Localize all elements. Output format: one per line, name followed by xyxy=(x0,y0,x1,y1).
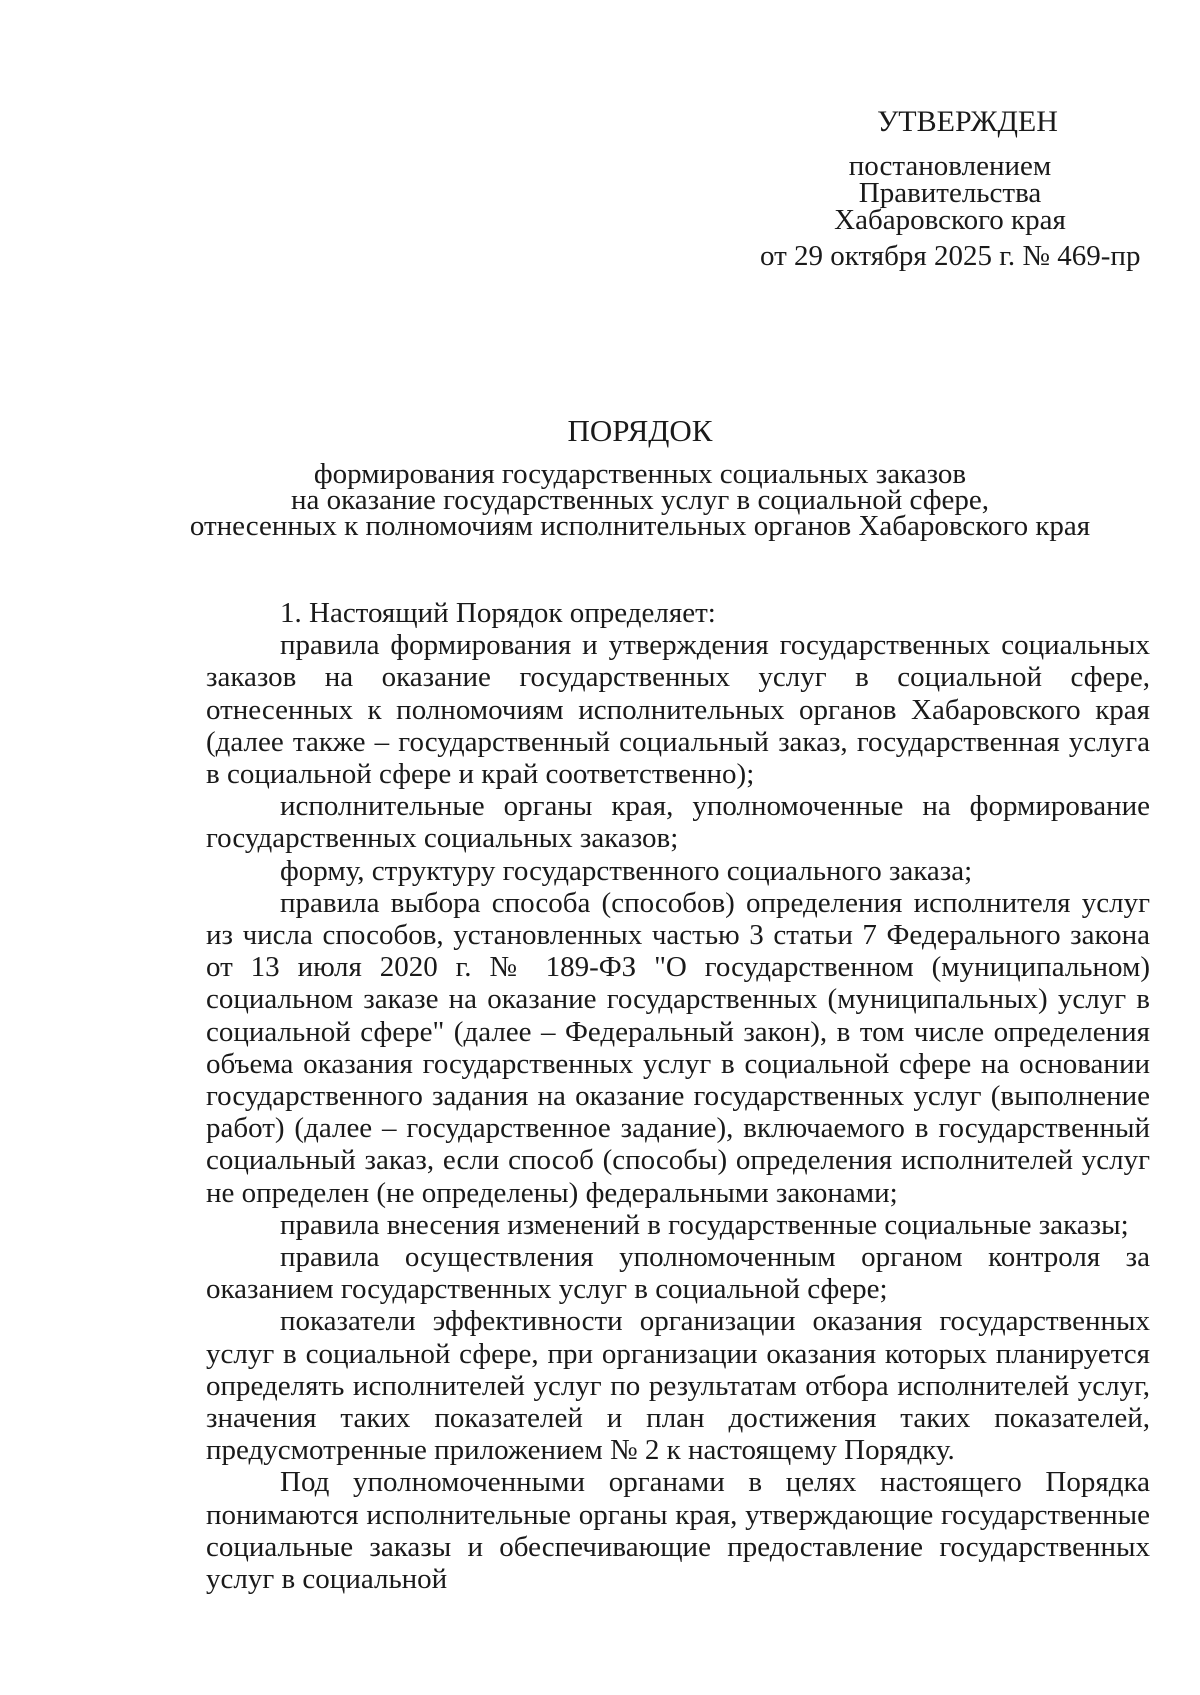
document-subtitle-line: отнесенных к полномочиям исполнительных органов Хабаровского края xyxy=(189,510,1091,542)
paragraph: показатели эффективности организации оказания государственных услуг в социальной сфере, при организации оказания которых планируется определять исполнителей услуг по результатам отбора исполнителей услуг, значения таких показателей и план достижения таких показателей, предусмотренные приложением № 2 к настоящему Порядку. xyxy=(206,1305,1150,1467)
paragraph: правила внесения изменений в государственные социальные заказы; xyxy=(280,1208,1129,1241)
approval-line-2: Правительства xyxy=(858,177,1042,209)
paragraph: Под уполномоченными органами в целях настоящего Порядка понимаются исполнительные органы края, утверждающие государственные социальные заказы и обеспечивающие предоставление государственных услуг в социальной xyxy=(206,1466,1150,1596)
paragraph: 1. Настоящий Порядок определяет: xyxy=(280,597,716,629)
document-heading: ПОРЯДОК xyxy=(567,413,713,448)
paragraph: правила выбора способа (способов) определения исполнителя услуг из числа способов, установленных частью 3 статьи 7 Федерального закона от 13 июля 2020 г. № 189-ФЗ "О государственном (муниципальном) социальном заказе на оказание государственных (муниципальных) услуг в социальной сфере" (далее – Федеральный закон), в том числе определения объема оказания государственных услуг в социальной сфере на основании государственного задания на оказание государственных услуг (выполнение работ) (далее – государственное задание), включаемого в государственный социальный заказ, если способ (способы) определения исполнителей услуг не определен (не определены) федеральными законами; xyxy=(206,886,1150,1209)
document-subtitle-line: на оказание государственных услуг в социальной сфере, xyxy=(290,484,989,516)
approval-line-3: Хабаровского края xyxy=(834,204,1066,236)
paragraph: исполнительные органы края, уполномоченные на формирование государственных социальных заказов; xyxy=(206,790,1150,855)
approval-stamp xyxy=(760,105,1141,272)
paragraph: правила осуществления уполномоченным органом контроля за оказанием государственных услуг в социальной сфере; xyxy=(206,1241,1150,1306)
approval-title: УТВЕРЖДЕН xyxy=(877,105,1058,138)
approval-line-1: постановлением xyxy=(848,150,1052,182)
document-body xyxy=(206,597,1150,1595)
paragraph: правила формирования и утверждения государственных социальных заказов на оказание государственных услуг в социальной сфере, отнесенных к полномочиям исполнительных органов Хабаровского края (далее также – государственный социальный заказ, государственная услуга в социальной сфере и край соответственно); xyxy=(206,629,1150,791)
document-subtitle-line: формирования государственных социальных заказов xyxy=(313,458,967,490)
document-title-block xyxy=(0,413,1200,542)
approval-date: от 29 октября 2025 г. № 469-пр xyxy=(760,240,1141,272)
paragraph: форму, структуру государственного социального заказа; xyxy=(280,854,973,887)
